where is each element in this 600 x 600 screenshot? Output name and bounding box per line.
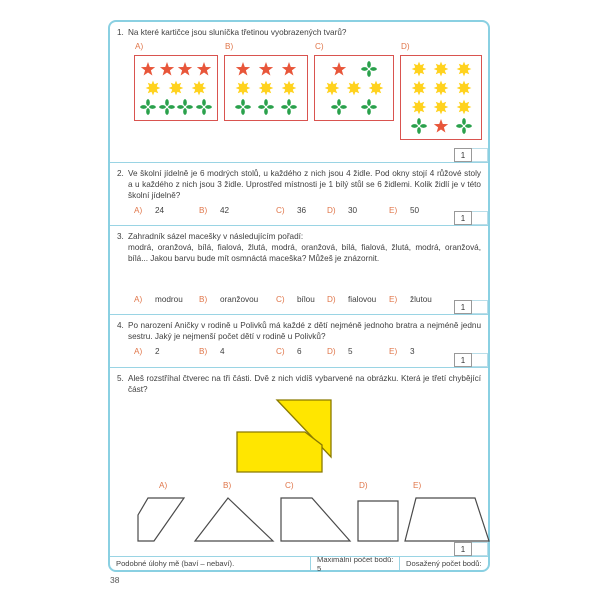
question-4-title — [117, 320, 481, 342]
sun-icon — [346, 80, 362, 96]
option-letter: D) — [327, 206, 336, 215]
answer-option — [389, 206, 419, 215]
q5-answer-shapes — [133, 481, 481, 545]
option-letter: C) — [276, 347, 285, 356]
card-row — [228, 61, 304, 77]
card-row — [404, 99, 478, 115]
option-letter: B) — [199, 347, 208, 356]
question-3-title — [117, 231, 481, 264]
q1-card — [134, 42, 218, 121]
q5-figure-svg — [219, 395, 379, 475]
answer-option — [199, 206, 276, 215]
q3-body-line: modrá, oranžová, bílá, fialová, žlutá, modrá, oranžová, bílá, fialová, žlutá, modrá, oranžová, bílá... Jakou barvu bude mít osmnáctá maceška? Můžeš je znázornit. — [128, 243, 481, 263]
option-value: 4 — [220, 347, 225, 356]
star-icon — [281, 61, 297, 77]
pentagon-shape-a — [133, 493, 189, 545]
question-2-section — [110, 163, 488, 226]
option-letter: C) — [285, 481, 294, 490]
q1-card — [314, 42, 394, 121]
flower-icon — [196, 99, 212, 115]
card-row — [404, 118, 478, 134]
card-box — [400, 55, 482, 140]
footer-row — [110, 554, 488, 573]
q4-points-box: 1 — [454, 353, 472, 367]
flower-icon — [361, 99, 377, 115]
q3-earned-points-box — [472, 300, 488, 314]
card-letter: B) — [225, 42, 234, 51]
card-letter: D) — [401, 42, 410, 51]
sun-icon — [411, 99, 427, 115]
q5-points-box: 1 — [454, 542, 472, 556]
card-row — [138, 80, 214, 96]
star-icon — [235, 61, 251, 77]
sun-icon — [258, 80, 274, 96]
flower-icon — [331, 99, 347, 115]
answer-option — [199, 295, 276, 304]
flower-icon — [159, 99, 175, 115]
star-icon — [177, 61, 193, 77]
question-5-section — [110, 368, 488, 557]
question-number: 4. — [117, 321, 124, 330]
option-value: bílou — [297, 295, 315, 304]
answer-option — [327, 295, 389, 304]
card-letter: C) — [315, 42, 324, 51]
star-icon — [433, 118, 449, 134]
question-number: 2. — [117, 169, 124, 178]
question-text: Ve školní jídelně je 6 modrých stolů, u každého z nich jsou 4 židle. Pod okny stojí 4 růžové stoly a u každého z nich jsou 3 židle. Uprostřed místnosti je 1 bílý stůl se 6 židlemi. Kolik židlí je v této školní jídelně? — [128, 169, 481, 200]
q2-points-box: 1 — [454, 211, 472, 225]
sun-icon — [433, 80, 449, 96]
option-value: 2 — [155, 347, 160, 356]
triangle-shape-b — [193, 493, 275, 545]
option-value: fialovou — [348, 295, 377, 304]
flower-icon — [411, 118, 427, 134]
answer-option — [276, 347, 327, 356]
question-text: Na které kartičce jsou sluníčka třetinou vyobrazených tvarů? — [128, 28, 347, 37]
q3-intro-line: Zahradník sázel macešky v následujícím pořadí: — [128, 232, 304, 241]
q4-options — [134, 347, 481, 356]
card-box — [134, 55, 218, 121]
option-letter: D) — [359, 481, 368, 490]
q5-option-d — [357, 481, 399, 545]
option-letter: C) — [276, 206, 285, 215]
page-number: 38 — [110, 575, 120, 585]
sun-icon — [324, 80, 340, 96]
star-icon — [331, 61, 347, 77]
card-row — [318, 99, 390, 115]
sun-icon — [411, 80, 427, 96]
answer-option — [134, 347, 199, 356]
option-value: modrou — [155, 295, 183, 304]
square-shape-d — [357, 493, 399, 545]
answer-option — [327, 206, 389, 215]
question-text — [128, 231, 481, 264]
option-value: 36 — [297, 206, 307, 215]
q3-score-widget — [454, 300, 488, 314]
sun-icon — [456, 99, 472, 115]
sun-icon — [235, 80, 251, 96]
q5-cut-square-figure — [219, 395, 379, 475]
sun-icon — [281, 80, 297, 96]
question-text: Po narození Aničky v rodině u Polivků má každé z dětí nejméně jednoho bratra a nejméně jednu sestru. Jaký je nejmenší počet dětí v rodině u Polivků? — [128, 321, 481, 341]
answer-option — [389, 295, 432, 304]
flower-icon — [258, 99, 274, 115]
answer-option — [327, 347, 389, 356]
answer-option — [276, 295, 327, 304]
option-letter: E) — [389, 347, 398, 356]
flower-icon — [361, 61, 377, 77]
q2-options — [134, 206, 481, 215]
q1-card — [400, 42, 482, 140]
sun-icon — [456, 61, 472, 77]
card-box — [314, 55, 394, 121]
flower-icon — [281, 99, 297, 115]
sun-icon — [433, 61, 449, 77]
yellow-pentagon-piece — [237, 432, 322, 472]
trapezoid-shape-e — [403, 493, 491, 545]
sun-icon — [145, 80, 161, 96]
option-letter: A) — [159, 481, 168, 490]
answer-option — [134, 206, 199, 215]
q3-drawing-space — [117, 264, 481, 290]
q5-option-e — [403, 481, 491, 545]
footer-liking-cell: Podobné úlohy mě (baví – nebaví). — [116, 559, 235, 568]
card-box — [224, 55, 308, 121]
question-4-section — [110, 315, 488, 368]
flower-icon — [235, 99, 251, 115]
q1-earned-points-box — [472, 148, 488, 162]
q2-score-widget — [454, 211, 488, 225]
question-number: 3. — [117, 232, 124, 241]
star-icon — [258, 61, 274, 77]
q1-score-widget — [454, 148, 488, 162]
card-row — [138, 99, 214, 115]
right-trapezoid-shape-c — [279, 493, 353, 545]
card-row — [228, 80, 304, 96]
q5-score-widget — [454, 542, 488, 556]
footer-max-points-cell: Maximální počet bodů: 5 — [310, 557, 399, 570]
option-letter: A) — [134, 295, 143, 304]
question-number: 1. — [117, 28, 124, 37]
sun-icon — [191, 80, 207, 96]
answer-option — [389, 347, 415, 356]
star-icon — [196, 61, 212, 77]
question-5-title — [117, 373, 481, 395]
option-value: žlutou — [410, 295, 432, 304]
card-row — [404, 61, 478, 77]
card-row — [404, 80, 478, 96]
sun-icon — [411, 61, 427, 77]
option-letter: E) — [389, 206, 398, 215]
q4-earned-points-box — [472, 353, 488, 367]
q3-points-box: 1 — [454, 300, 472, 314]
option-value: 30 — [348, 206, 358, 215]
card-letter: A) — [135, 42, 144, 51]
option-value: 6 — [297, 347, 302, 356]
option-letter: E) — [389, 295, 398, 304]
q5-option-b — [193, 481, 275, 545]
answer-option — [134, 295, 199, 304]
flower-icon — [456, 118, 472, 134]
question-2-title — [117, 168, 481, 201]
question-text: Aleš rozstříhal čtverec na tři části. Dvě z nich vidíš vybarvené na obrázku. Která je třetí chybějící část? — [128, 374, 481, 394]
option-letter: C) — [276, 295, 285, 304]
option-letter: A) — [134, 347, 143, 356]
option-value: 50 — [410, 206, 420, 215]
question-number: 5. — [117, 374, 124, 383]
star-icon — [159, 61, 175, 77]
q1-points-box: 1 — [454, 148, 472, 162]
option-value: 3 — [410, 347, 415, 356]
worksheet-page — [108, 20, 490, 572]
q5-earned-points-box — [472, 542, 488, 556]
q4-score-widget — [454, 353, 488, 367]
answer-option — [276, 206, 327, 215]
footer-earned-points-cell: Dosažený počet bodů: — [399, 557, 488, 570]
card-row — [228, 99, 304, 115]
card-row — [318, 61, 390, 77]
question-1-section — [110, 22, 488, 163]
question-3-section — [110, 226, 488, 315]
sun-icon — [168, 80, 184, 96]
option-letter: B) — [199, 206, 208, 215]
card-row — [138, 61, 214, 77]
card-row — [318, 80, 390, 96]
option-value: 42 — [220, 206, 230, 215]
question-1-title — [117, 27, 481, 38]
sun-icon — [433, 99, 449, 115]
q1-cards — [134, 42, 481, 140]
option-letter: D) — [327, 347, 336, 356]
option-letter: B) — [223, 481, 232, 490]
q2-earned-points-box — [472, 211, 488, 225]
option-letter: A) — [134, 206, 143, 215]
option-value: oranžovou — [220, 295, 259, 304]
sun-icon — [456, 80, 472, 96]
option-value: 24 — [155, 206, 165, 215]
answer-option — [199, 347, 276, 356]
option-letter: E) — [413, 481, 422, 490]
star-icon — [140, 61, 156, 77]
q5-option-c — [279, 481, 353, 545]
option-letter: D) — [327, 295, 336, 304]
flower-icon — [140, 99, 156, 115]
option-value: 5 — [348, 347, 353, 356]
flower-icon — [177, 99, 193, 115]
q5-option-a — [133, 481, 189, 545]
q1-card — [224, 42, 308, 121]
q3-options — [134, 295, 481, 304]
option-letter: B) — [199, 295, 208, 304]
sun-icon — [368, 80, 384, 96]
